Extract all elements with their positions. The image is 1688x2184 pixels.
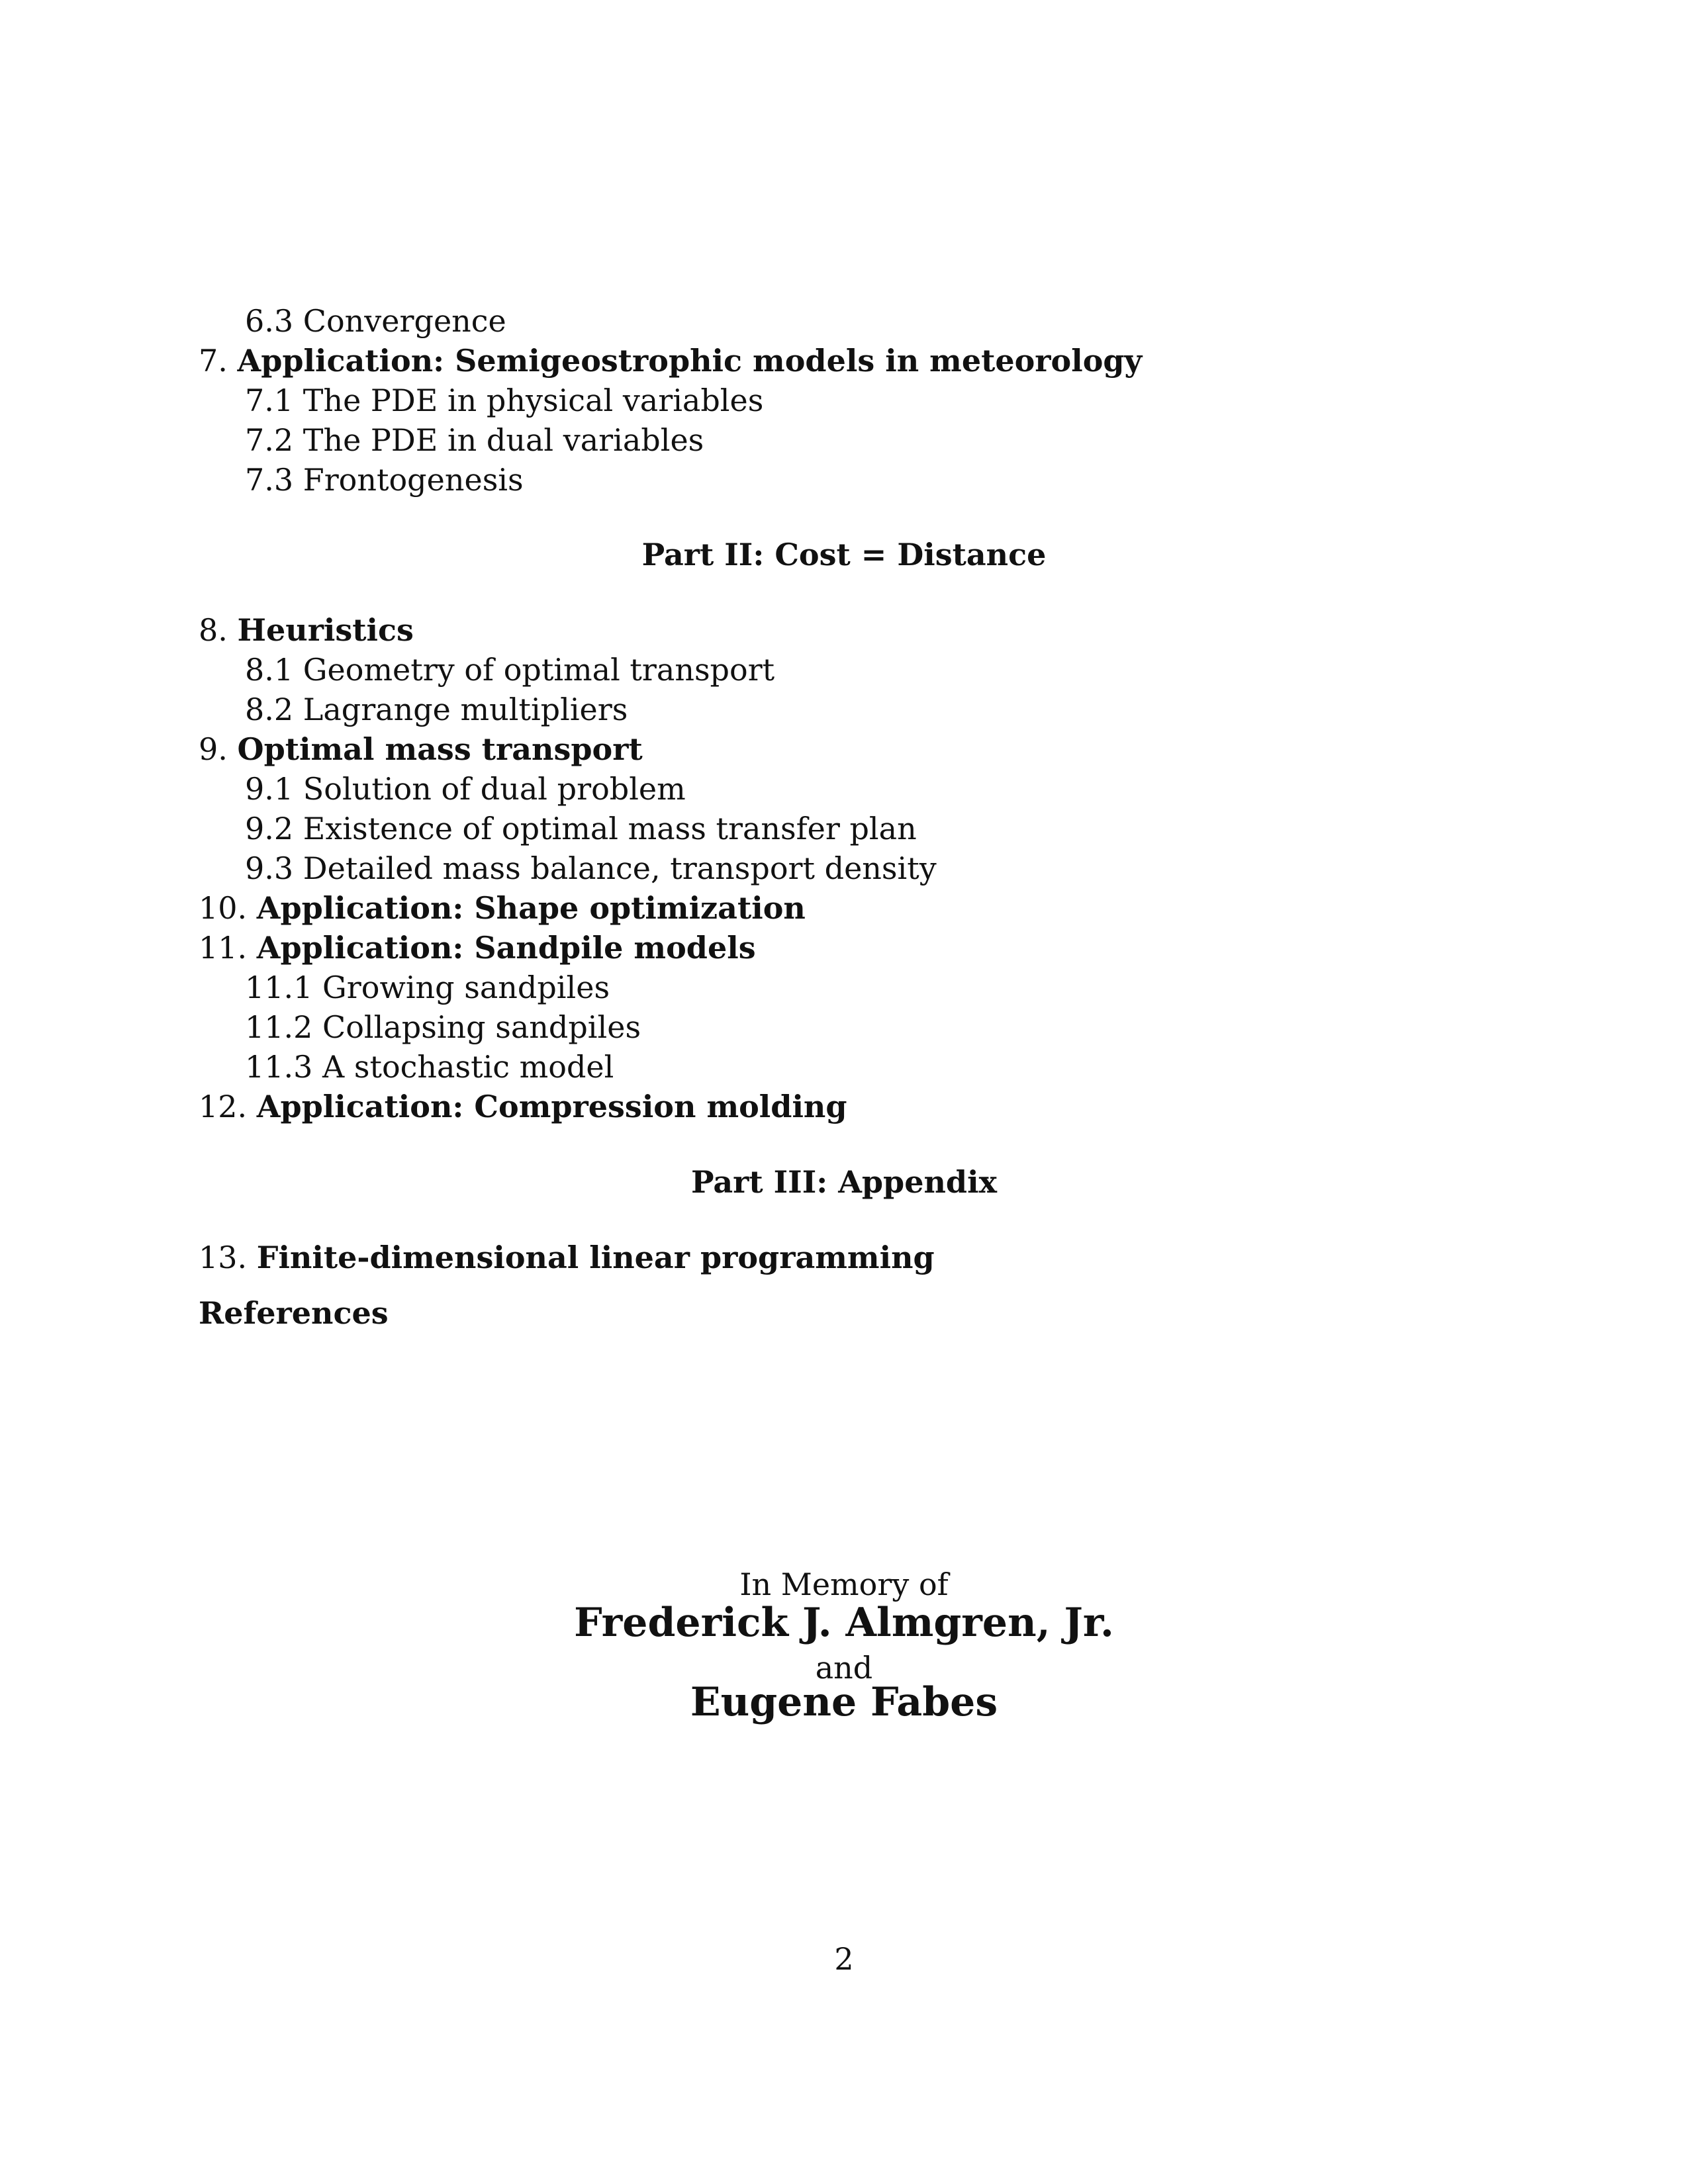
toc-subsection-11-1: 11.1 Growing sandpiles xyxy=(245,970,610,1005)
toc-subsection-7-3: 7.3 Frontogenesis xyxy=(245,462,524,498)
toc-subsection-11-3: 11.3 A stochastic model xyxy=(245,1049,614,1085)
toc-subsection-9-2: 9.2 Existence of optimal mass transfer plan xyxy=(245,811,917,846)
dedication-and: and xyxy=(815,1650,873,1686)
dedication-label: In Memory of xyxy=(739,1567,949,1602)
toc-subsection-7-2: 7.2 The PDE in dual variables xyxy=(245,422,704,458)
toc-section-title: Application: Shape optimization xyxy=(256,890,806,926)
toc-section-title: Optimal mass transport xyxy=(237,731,643,767)
toc-section-10 xyxy=(199,888,806,928)
toc-subsection-9-3: 9.3 Detailed mass balance, transport density xyxy=(245,850,937,886)
toc-section-title: Heuristics xyxy=(237,612,414,648)
toc-subsection-6-3: 6.3 Convergence xyxy=(245,303,506,339)
toc-section-8 xyxy=(199,610,414,650)
toc-section-9 xyxy=(199,729,643,769)
toc-section-7 xyxy=(199,341,1142,381)
toc-section-number: 10. xyxy=(199,890,248,926)
toc-section-number: 7. xyxy=(199,343,228,379)
toc-section-number: 13. xyxy=(199,1240,248,1275)
page-number: 2 xyxy=(834,1941,854,1977)
toc-section-title: Application: Sandpile models xyxy=(256,930,756,966)
dedication-name-2: Eugene Fabes xyxy=(690,1679,998,1725)
part-heading-3: Part III: Appendix xyxy=(691,1164,997,1200)
toc-subsection-8-2: 8.2 Lagrange multipliers xyxy=(245,692,628,727)
toc-section-title: Finite-dimensional linear programming xyxy=(256,1240,935,1275)
toc-section-number: 9. xyxy=(199,731,228,767)
toc-section-number: 12. xyxy=(199,1089,248,1124)
toc-subsection-11-2: 11.2 Collapsing sandpiles xyxy=(245,1009,641,1045)
toc-section-title: Application: Semigeostrophic models in meteorology xyxy=(237,343,1143,379)
toc-section-number: 8. xyxy=(199,612,228,648)
toc-section-12 xyxy=(199,1087,847,1126)
part-heading-2: Part II: Cost = Distance xyxy=(641,537,1047,572)
toc-subsection-9-1: 9.1 Solution of dual problem xyxy=(245,771,686,807)
toc-section-number: 11. xyxy=(199,930,248,966)
toc-subsection-8-1: 8.1 Geometry of optimal transport xyxy=(245,652,775,688)
toc-section-13 xyxy=(199,1238,935,1277)
toc-section-11 xyxy=(199,928,756,968)
toc-subsection-7-1: 7.1 The PDE in physical variables xyxy=(245,383,764,418)
dedication-name-1: Frederick J. Almgren, Jr. xyxy=(574,1600,1114,1646)
toc-references: References xyxy=(199,1295,389,1331)
toc-section-title: Application: Compression molding xyxy=(256,1089,847,1124)
